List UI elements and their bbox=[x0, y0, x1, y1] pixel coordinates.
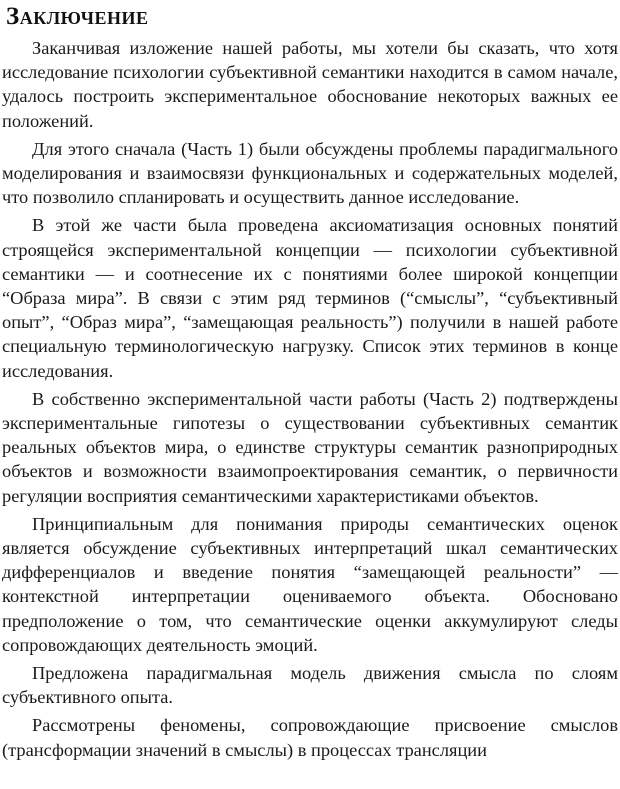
paragraph: Рассмотрены феномены, сопровождающие присвоение смыслов (трансформации значений в смыслы) в процессах трансляции bbox=[2, 715, 618, 760]
paragraph: В собственно экспериментальной части работы (Часть 2) подтверждены экспериментальные гипотезы о существовании субъективных семантик реальных объектов мира, о единстве структуры семантик разноприродных объектов и возможности взаимопроектирования семантик, о первичности регуляции восприятия семантическими характеристиками объектов. bbox=[2, 388, 618, 506]
paragraph: Предложена парадигмальная модель движения смысла по слоям субъективного опыта. bbox=[2, 663, 618, 708]
paragraph: Принципиальным для понимания природы семантических оценок является обсуждение субъективных интерпретаций шкал семантических дифференциалов и введение понятия “замещающей реальности” — контекстной интерпретации оцениваемого объекта. Обосновано предположение о том, что семантические оценки аккумулируют следы сопровождающих деятельность эмоций. bbox=[2, 513, 618, 655]
paragraph: Заканчивая изложение нашей работы, мы хотели бы сказать, что хотя исследование психологии субъективной семантики находится в самом начале, удалось построить экспериментальное обоснование некоторых важных ее положений. bbox=[2, 38, 618, 131]
section-title: Заключение bbox=[6, 3, 149, 30]
paragraph: В этой же части была проведена аксиоматизация основных понятий строящейся экспериментальной концепции — психологии субъективной семантики — и соотнесение их с понятиями более широкой концепции “Образа мира”. В связи с этим ряд терминов (“смыслы”, “субъективный опыт”, “Образ мира”, “замещающая реальность”) получили в нашей работе специальную терминологическую нагрузку. Список этих терминов в конце исследования. bbox=[2, 215, 618, 381]
paragraph: Для этого сначала (Часть 1) были обсуждены проблемы парадигмального моделирования и взаимосвязи функциональных и содержательных моделей, что позволило спланировать и осуществить данное исследование. bbox=[2, 138, 618, 208]
